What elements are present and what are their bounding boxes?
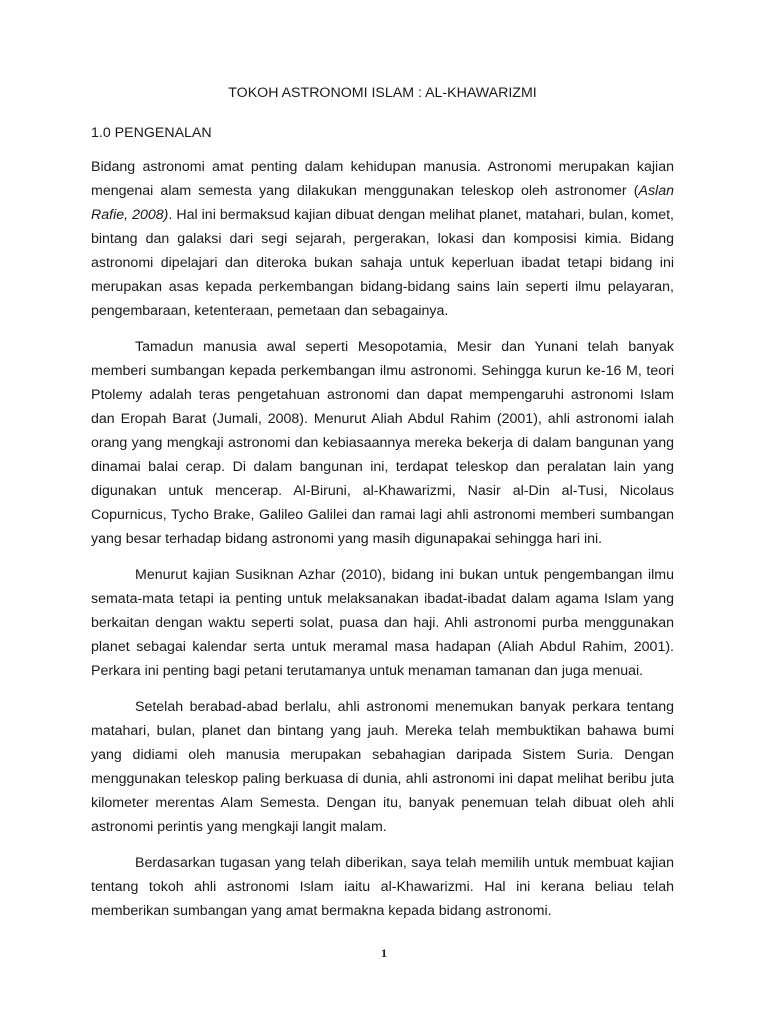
paragraph-1-text-before-citation: Bidang astronomi amat penting dalam kehidupan manusia. Astronomi merupakan kajian mengenai alam semesta yang dilakukan menggunakan teleskop oleh astronomer (: [91, 159, 674, 199]
paragraph-1: [91, 155, 674, 323]
page-number: 1: [381, 946, 387, 960]
paragraph-4: Setelah berabad-abad berlalu, ahli astronomi menemukan banyak perkara tentang matahari, bulan, planet dan bintang yang jauh. Mereka telah membuktikan bahawa bumi yang didiami oleh manusia merupakan sebahagian daripada Sistem Suria. Dengan menggunakan teleskop paling berkuasa di dunia, ahli astronomi ini dapat melihat beribu juta kilometer merentas Alam Semesta. Dengan itu, banyak penemuan telah dibuat oleh ahli astronomi perintis yang mengkaji langit malam.: [91, 699, 674, 835]
paragraph-1-text-after-citation: . Hal ini bermaksud kajian dibuat dengan melihat planet, matahari, bulan, komet, bintang dan galaksi dari segi sejarah, pergerakan, lokasi dan komposisi kimia. Bidang astronomi dipelajari dan diteroka bukan sahaja untuk keperluan ibadat tetapi bidang ini merupakan asas kepada perkembangan bidang-bidang sains lain seperti ilmu pelayaran, pengembaraan, ketenteraan, pemetaan dan sebagainya.: [91, 207, 674, 319]
paragraph-1-citation: Aslan Rafie, 2008): [91, 183, 674, 223]
section-heading: 1.0 PENGENALAN: [91, 125, 212, 141]
document-title: TOKOH ASTRONOMI ISLAM : AL-KHAWARIZMI: [228, 85, 537, 101]
paragraph-3: Menurut kajian Susiknan Azhar (2010), bidang ini bukan untuk pengembangan ilmu semata-mata tetapi ia penting untuk melaksanakan ibadat-ibadat dalam agama Islam yang berkaitan dengan waktu seperti solat, puasa dan haji. Ahli astronomi purba menggunakan planet sebagai kalendar serta untuk meramal masa hadapan (Aliah Abdul Rahim, 2001). Perkara ini penting bagi petani terutamanya untuk menaman tamanan dan juga menuai.: [91, 567, 674, 679]
paragraph-5: Berdasarkan tugasan yang telah diberikan, saya telah memilih untuk membuat kajian tentang tokoh ahli astronomi Islam iaitu al-Khawarizmi. Hal ini kerana beliau telah memberikan sumbangan yang amat bermakna kepada bidang astronomi.: [91, 855, 674, 919]
paragraph-2: Tamadun manusia awal seperti Mesopotamia, Mesir dan Yunani telah banyak memberi sumbangan kepada perkembangan ilmu astronomi. Sehingga kurun ke-16 M, teori Ptolemy adalah teras pengetahuan astronomi dan dapat mempengaruhi astronomi Islam dan Eropah Barat (Jumali, 2008). Menurut Aliah Abdul Rahim (2001), ahli astronomi ialah orang yang mengkaji astronomi dan kebiasaannya mereka bekerja di dalam bangunan yang dinamai balai cerap. Di dalam bangunan ini, terdapat teleskop dan peralatan lain yang digunakan untuk mencerap. Al-Biruni, al-Khawarizmi, Nasir al-Din al-Tusi, Nicolaus Copurnicus, Tycho Brake, Galileo Galilei dan ramai lagi ahli astronomi memberi sumbangan yang besar terhadap bidang astronomi yang masih digunapakai sehingga hari ini.: [91, 339, 674, 547]
